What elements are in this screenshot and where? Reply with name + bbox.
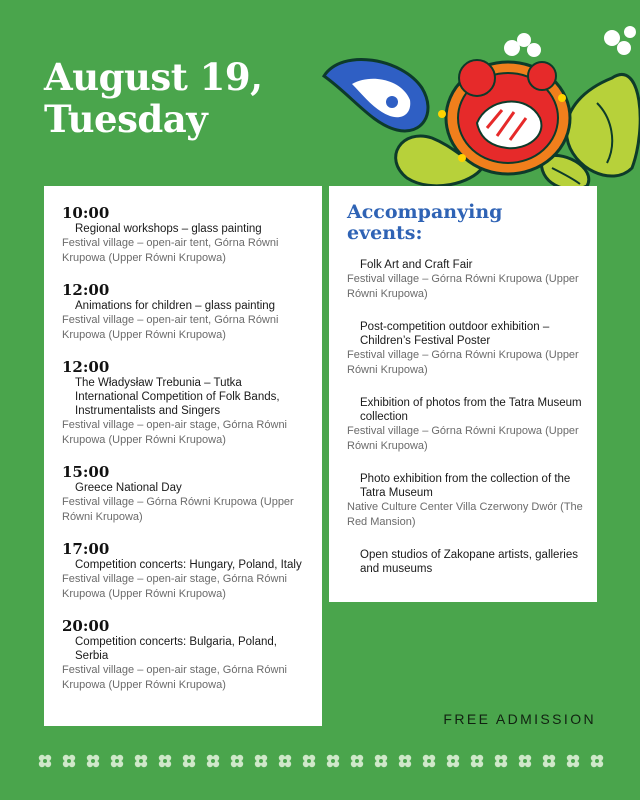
event-time: 20:00 (62, 617, 110, 635)
event-title: Competition concerts: Hungary, Poland, Italy (75, 559, 302, 571)
accompanying-title: Open studios of Zakopane artists, galleries and museums (360, 549, 578, 575)
accompanying-heading: Accompanying events: (347, 201, 503, 244)
event-location: Festival village – open-air stage, Górna Równi Krupowa (Upper Równi Krupowa) (62, 573, 288, 600)
event-location: Festival village – Górna Równi Krupowa (Upper Równi Krupowa) (62, 496, 294, 523)
schedule-item (62, 358, 308, 448)
event-location: Festival village – open-air stage, Górna Równi Krupowa (Upper Równi Krupowa) (62, 664, 288, 691)
event-time: 12:00 (62, 281, 110, 299)
accompanying-item (347, 548, 583, 576)
free-admission-label: FREE ADMISSION (443, 711, 596, 727)
schedule-panel (44, 186, 322, 726)
accompanying-panel (329, 186, 597, 602)
event-location: Festival village – open-air tent, Górna Równi Krupowa (Upper Równi Krupowa) (62, 314, 279, 341)
accompanying-title: Post-competition outdoor exhibition – Children’s Festival Poster (360, 321, 550, 347)
event-title: The Władysław Trebunia – Tutka International Competition of Folk Bands, Instrumentalists and Singers (75, 377, 280, 417)
schedule-item (62, 281, 308, 343)
accompanying-title: Photo exhibition from the collection of the Tatra Museum (360, 473, 571, 499)
title-day: Tuesday (44, 97, 208, 141)
accompanying-title: Exhibition of photos from the Tatra Museum collection (360, 397, 582, 423)
event-title: Greece National Day (75, 482, 182, 494)
accompanying-location: Festival village – Górna Równi Krupowa (Upper Równi Krupowa) (347, 425, 579, 452)
event-time: 17:00 (62, 540, 110, 558)
schedule-item (62, 617, 308, 693)
title-date: August 19, (44, 55, 263, 99)
event-location: Festival village – open-air tent, Górna Równi Krupowa (Upper Równi Krupowa) (62, 237, 279, 264)
schedule-item (62, 463, 308, 525)
accompanying-location: Festival village – Górna Równi Krupowa (Upper Równi Krupowa) (347, 273, 579, 300)
event-location: Festival village – open-air stage, Górna Równi Krupowa (Upper Równi Krupowa) (62, 419, 288, 446)
event-title: Regional workshops – glass painting (75, 223, 262, 235)
accompanying-item (347, 258, 583, 302)
accompanying-title: Folk Art and Craft Fair (360, 259, 473, 271)
accompanying-item (347, 320, 583, 378)
schedule-item (62, 204, 308, 266)
accompanying-location: Native Culture Center Villa Czerwony Dwór (The Red Mansion) (347, 501, 583, 528)
accompanying-item (347, 396, 583, 454)
accompanying-item (347, 472, 583, 530)
event-time: 15:00 (62, 463, 110, 481)
event-time: 12:00 (62, 358, 110, 376)
event-time: 10:00 (62, 204, 110, 222)
event-title: Animations for children – glass painting (75, 300, 276, 312)
schedule-item (62, 540, 308, 602)
page-title (44, 56, 263, 140)
accompanying-location: Festival village – Górna Równi Krupowa (Upper Równi Krupowa) (347, 349, 579, 376)
event-title: Competition concerts: Bulgaria, Poland, Serbia (75, 636, 277, 662)
folk-flower-ornament (312, 18, 640, 196)
flower-border-decoration (36, 752, 604, 772)
